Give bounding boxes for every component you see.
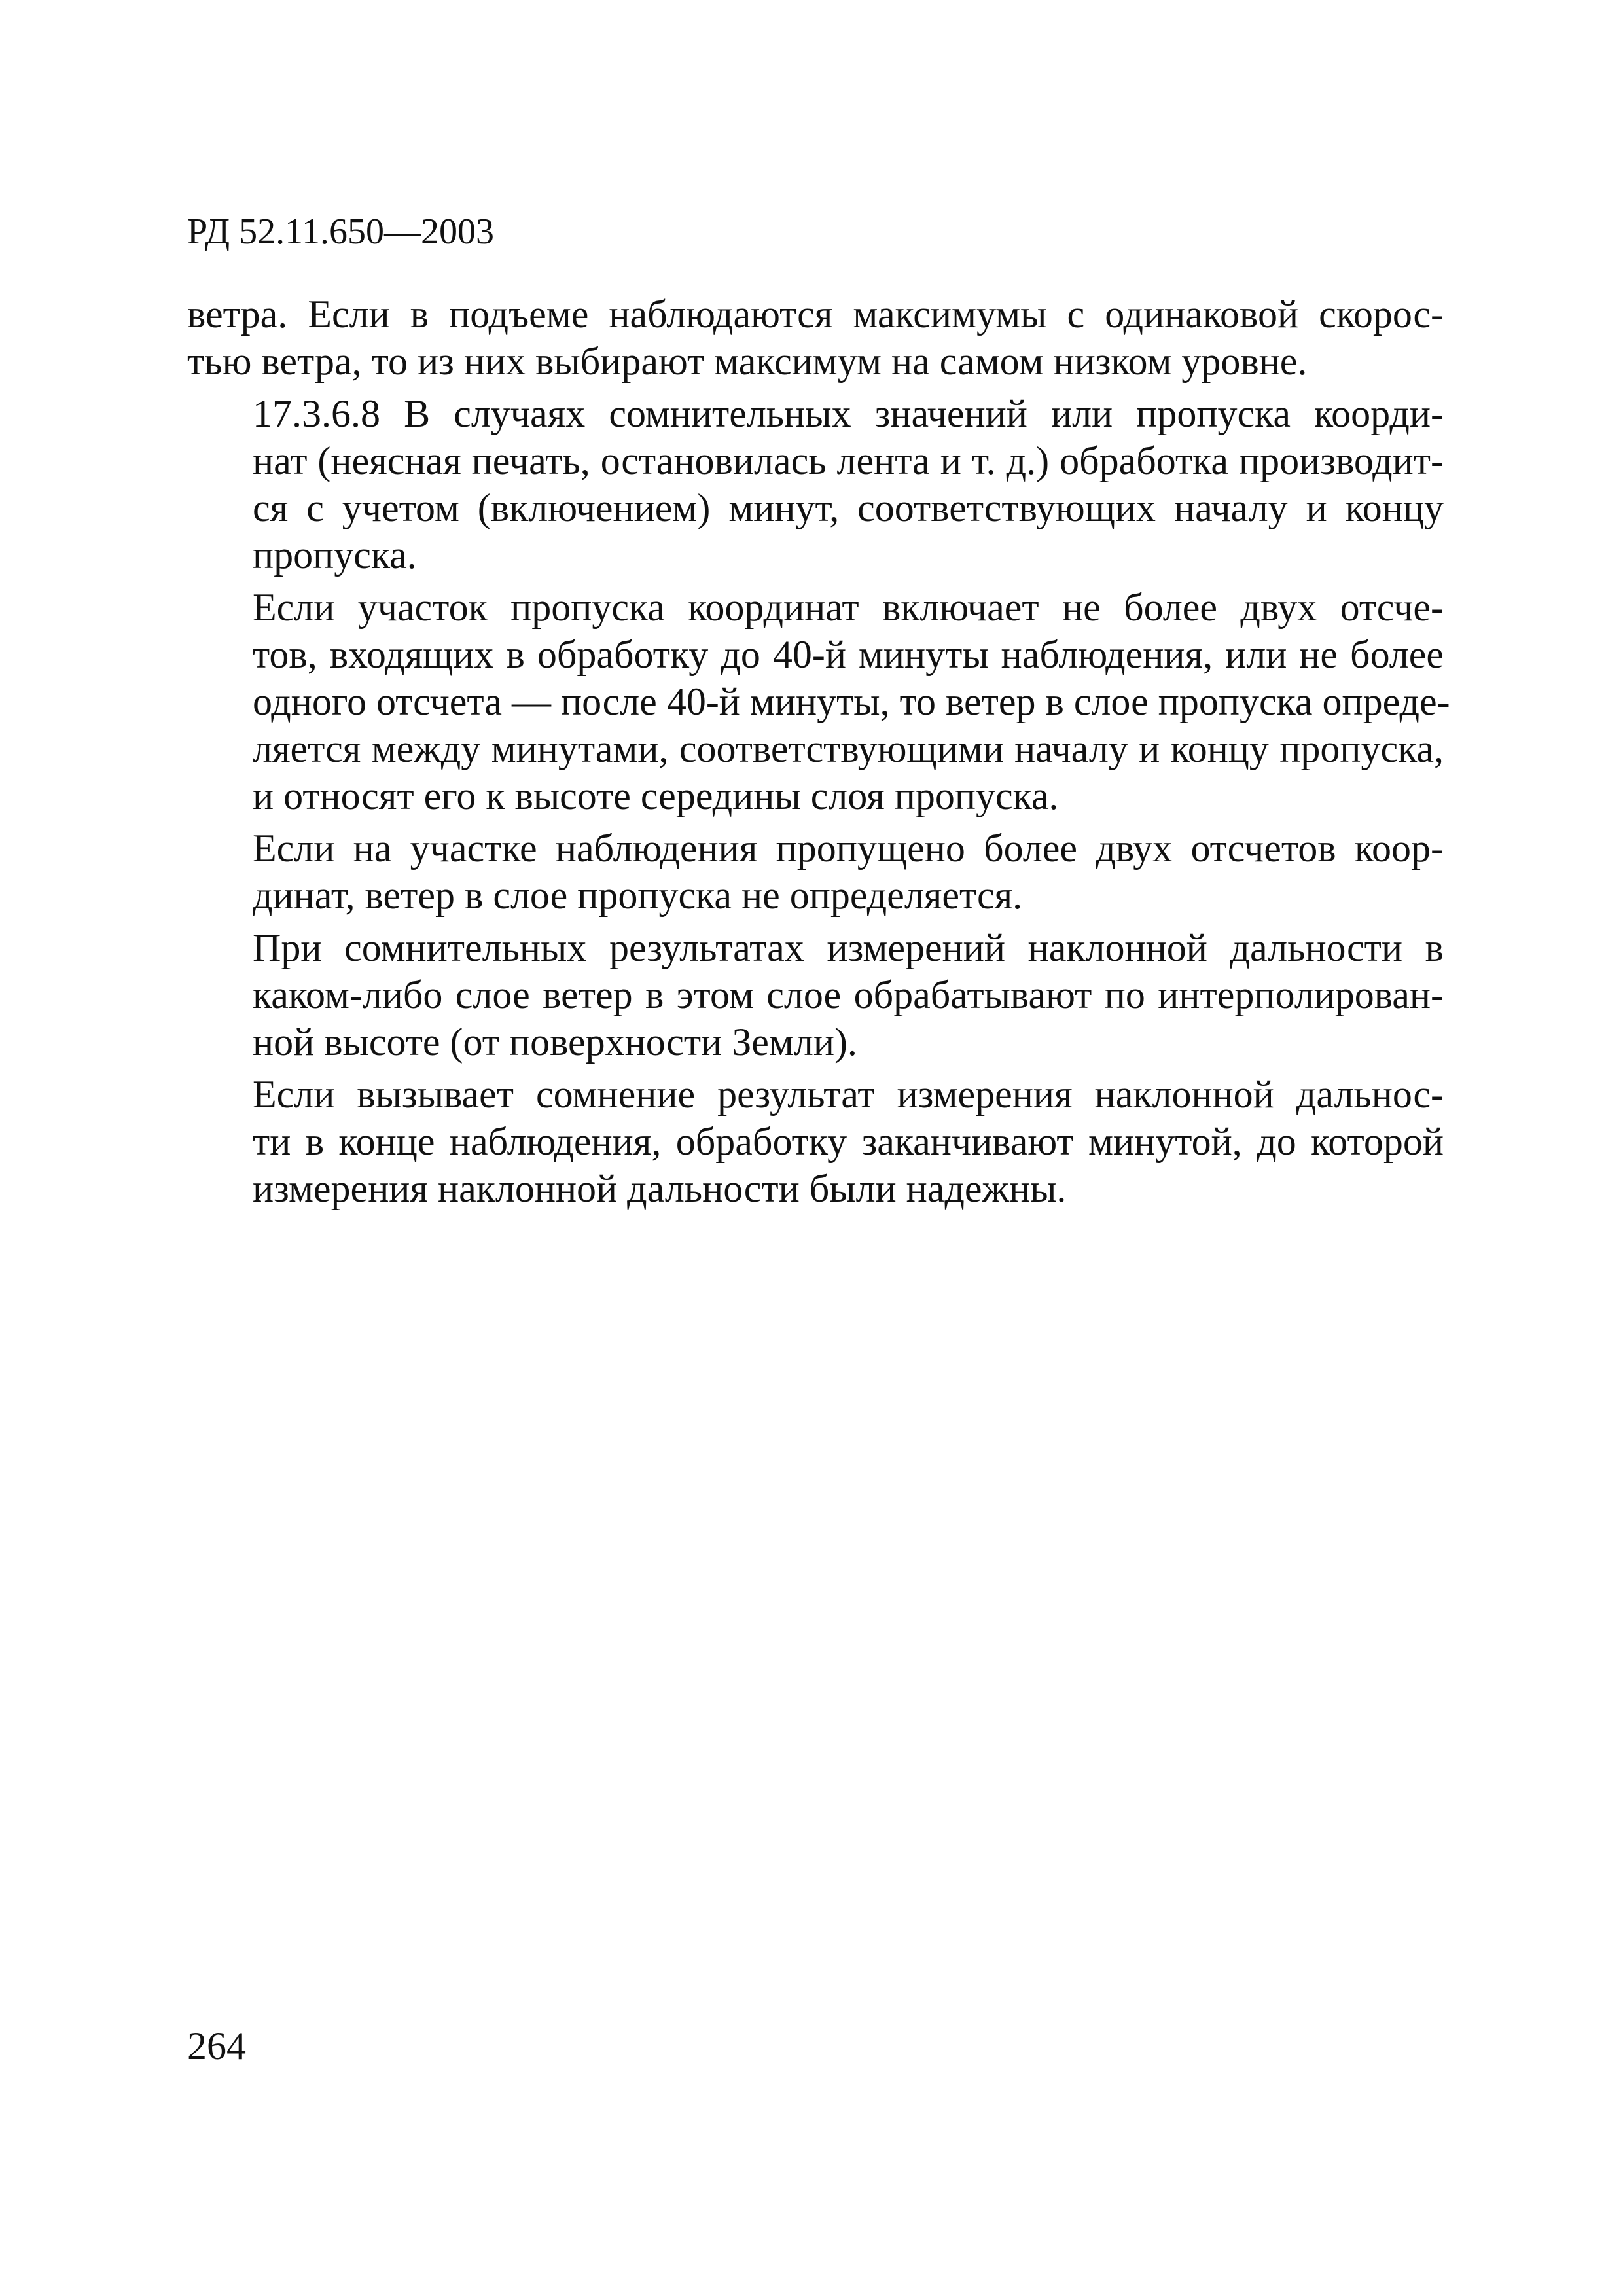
- text-line: тов, входящих в обработку до 40-й минуты наблюдения, или не более: [253, 633, 1444, 676]
- text-line: ляется между минутами, соответствующими началу и концу пропуска,: [253, 727, 1444, 770]
- paragraph-5: [187, 924, 1444, 1066]
- text-line: пропуска.: [253, 533, 417, 577]
- text-line: каком-либо слое ветер в этом слое обрабатывают по интерполирован-: [253, 973, 1444, 1016]
- text-line: ся с учетом (включением) минут, соответствующих началу и концу: [253, 486, 1444, 529]
- paragraph-3: [187, 584, 1450, 819]
- paragraph-4: [187, 825, 1444, 919]
- text-line: ти в конце наблюдения, обработку заканчивают минутой, до которой: [253, 1120, 1444, 1163]
- text-line: ной высоте (от поверхности Земли).: [253, 1020, 857, 1064]
- text-line: нат (неясная печать, остановилась лента и т. д.) обработка производит-: [253, 439, 1444, 482]
- text-line: одного отсчета — после 40-й минуты, то ветер в слое пропуска опреде-: [253, 680, 1450, 723]
- paragraph-2: [187, 390, 1444, 579]
- text-line: При сомнительных результатах измерений наклонной дальности в: [253, 926, 1444, 969]
- text-line: измерения наклонной дальности были надежны.: [253, 1167, 1067, 1210]
- text-line: тью ветра, то из них выбирают максимум на самом низком уровне.: [187, 340, 1308, 383]
- text-line: ветра. Если в подъеме наблюдаются максимумы с одинаковой скорос-: [187, 293, 1444, 336]
- document-code-header: РД 52.11.650—2003: [187, 211, 495, 252]
- document-body: [187, 291, 1450, 1217]
- text-line: 17.3.6.8 В случаях сомнительных значений или пропуска коорди-: [253, 392, 1444, 435]
- text-line: Если участок пропуска координат включает не более двух отсче-: [253, 586, 1444, 629]
- text-line: динат, ветер в слое пропуска не определяется.: [253, 874, 1023, 917]
- text-line: Если на участке наблюдения пропущено более двух отсчетов коор-: [253, 827, 1444, 870]
- page-number: 264: [187, 2024, 246, 2068]
- paragraph-6: [187, 1071, 1444, 1212]
- text-line: и относят его к высоте середины слоя пропуска.: [253, 774, 1059, 817]
- paragraph-1: [187, 291, 1444, 385]
- text-line: Если вызывает сомнение результат измерения наклонной дальнос-: [253, 1073, 1444, 1116]
